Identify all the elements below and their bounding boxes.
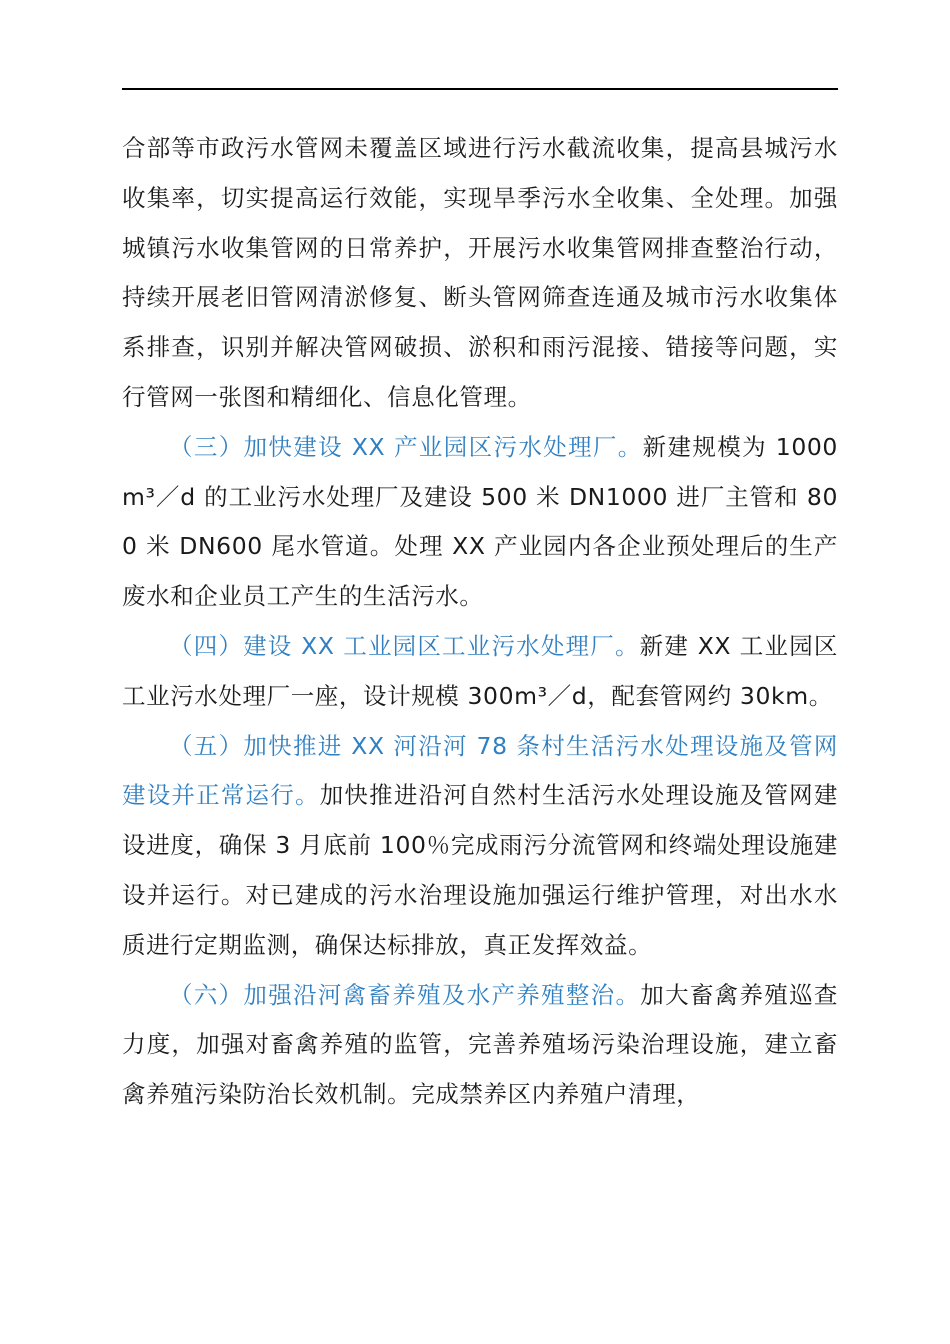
section-heading-3: （三）加快建设 XX 产业园区污水处理厂。 — [169, 432, 643, 461]
paragraph-continued — [122, 124, 838, 423]
section-heading-4: （四）建设 XX 工业园区工业污水处理厂。 — [169, 631, 640, 660]
section-heading-5: （五）加快推进 XX 河沿河 78 条村生活污水处理设施及管网建设并正常运行。 — [122, 731, 838, 810]
paragraph-text: 合部等市政污水管网未覆盖区域进行污水截流收集，提高县城污水收集率，切实提高运行效能，实现旱季污水全收集、全处理。加强城镇污水收集管网的日常养护，开展污水收集管网排查整治行动，持续开展老旧管网清淤修复、断头管网筛查连通及城市污水收集体系排查，识别并解决管网破损、淤积和雨污混接、错接等问题，实行管网一张图和精细化、信息化管理。 — [122, 134, 838, 411]
paragraph-section-6 — [122, 971, 838, 1120]
paragraph-text: 新建规模为 1000m³／d 的工业污水处理厂及建设 500 米 DN1000 进厂主管和 800 米 DN600 尾水管道。处理 XX 产业园内各企业预处理后的生产废水和企业员工产生的生活污水。 — [122, 432, 838, 611]
paragraph-text: 加大畜禽养殖巡查力度，加强对畜禽养殖的监管，完善养殖场污染治理设施，建立畜禽养殖污染防治长效机制。完成禁养区内养殖户清理， — [122, 980, 838, 1109]
paragraph-section-4 — [122, 622, 838, 722]
paragraph-text: 加快推进沿河自然村生活污水处理设施及管网建设进度，确保 3 月底前 100％完成雨污分流管网和终端处理设施建设并运行。对已建成的污水治理设施加强运行维护管理，对出水水质进行定期监测，确保达标排放，真正发挥效益。 — [122, 781, 838, 959]
section-heading-6: （六）加强沿河禽畜养殖及水产养殖整治。 — [169, 980, 641, 1009]
header-rule — [122, 88, 838, 90]
paragraph-section-5 — [122, 722, 838, 971]
paragraph-text: 新建 XX 工业园区工业污水处理厂一座，设计规模 300m³／d，配套管网约 30km。 — [122, 631, 838, 710]
paragraph-section-3 — [122, 423, 838, 622]
document-body — [122, 124, 838, 1120]
